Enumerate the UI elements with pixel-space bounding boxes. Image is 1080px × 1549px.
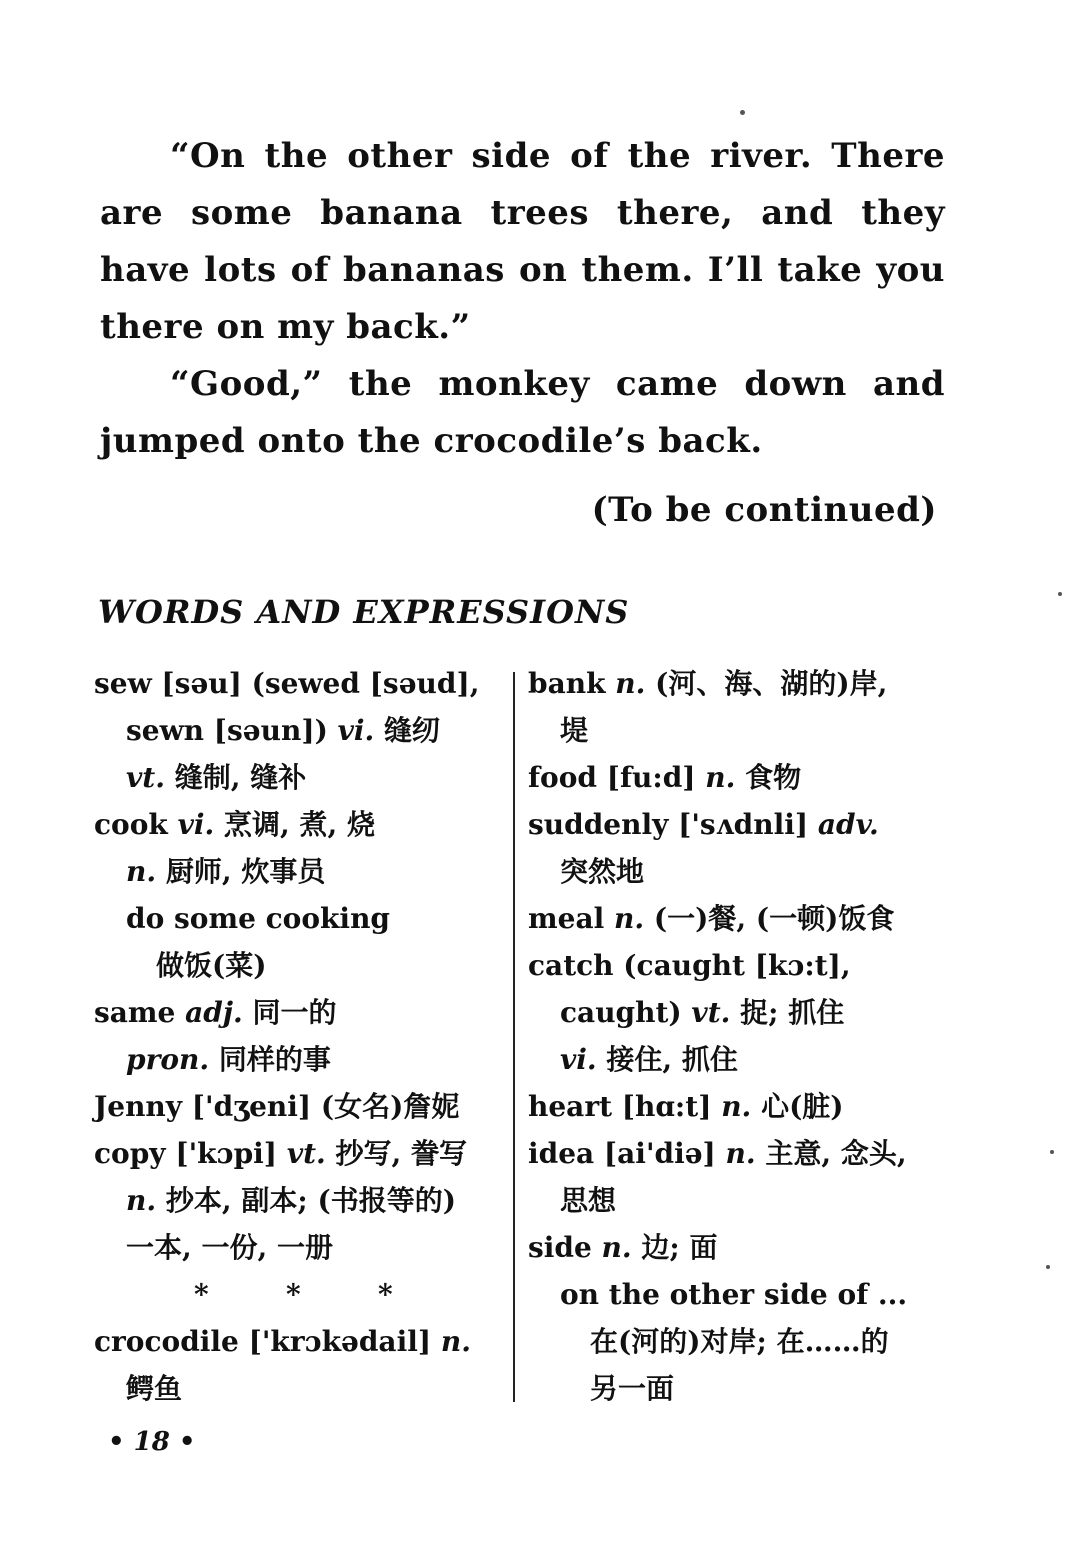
- vocab-line: [94, 1365, 504, 1412]
- vocab-line: [94, 942, 504, 989]
- definition: 缝纫: [383, 714, 440, 747]
- star-mark: *: [194, 1278, 209, 1311]
- headword: sew [səu] (sewed [səud],: [94, 667, 480, 700]
- headword: sewn [səun]): [126, 714, 328, 747]
- definition: 抄本, 副本; (书报等的): [165, 1184, 456, 1217]
- part-of-speech: n.: [613, 902, 645, 935]
- part-of-speech: n.: [126, 1184, 157, 1217]
- vocab-line: [94, 989, 504, 1036]
- definition: 同样的事: [218, 1043, 331, 1076]
- vocab-line: [528, 1177, 958, 1224]
- vocab-line: [94, 1130, 504, 1177]
- vocab-line: [94, 1036, 504, 1083]
- definition: 厨师, 炊事员: [165, 855, 326, 888]
- definition: (河、海、湖的)岸,: [655, 667, 888, 700]
- headword: cook: [94, 808, 168, 841]
- part-of-speech: n.: [126, 855, 157, 888]
- part-of-speech: n.: [615, 667, 646, 700]
- vocab-line: [528, 801, 958, 848]
- to-be-continued: (To be continued): [591, 490, 937, 530]
- vocab-line: [94, 1318, 504, 1365]
- definition: 食物: [745, 761, 802, 794]
- definition: 缝制, 缝补: [174, 761, 307, 794]
- vocab-line: [528, 660, 958, 707]
- vocab-line: [528, 754, 958, 801]
- headword: Jenny ['dʒeni] (女名)詹妮: [94, 1090, 460, 1123]
- story-paragraph-2: “Good,” the monkey came down and jumped onto the crocodile’s back.: [100, 364, 945, 461]
- story-paragraph-1: “On the other side of the river. There are some banana trees there, and they have lots of bananas on them. I’ll take you there on my back.”: [100, 136, 945, 347]
- part-of-speech: n.: [725, 1137, 756, 1170]
- vocab-line: [528, 1130, 958, 1177]
- vocabulary-right-column: [528, 660, 958, 1412]
- vocab-line: [528, 895, 958, 942]
- scan-speck: [740, 110, 745, 115]
- scan-speck: [1058, 592, 1062, 596]
- definition: 捉; 抓住: [740, 996, 845, 1029]
- vocab-line: [528, 707, 958, 754]
- scan-speck: [1050, 1150, 1054, 1154]
- vocab-line: [94, 707, 504, 754]
- headword: do some cooking: [126, 902, 391, 935]
- headword: 鳄鱼: [126, 1372, 183, 1405]
- part-of-speech: vt.: [691, 996, 731, 1029]
- vocab-line: [528, 942, 958, 989]
- vocabulary-left-column: [94, 660, 504, 1412]
- story-text: [100, 128, 945, 539]
- part-of-speech: vi.: [337, 714, 375, 747]
- vocab-line: [528, 1036, 958, 1083]
- part-of-speech: n.: [721, 1090, 752, 1123]
- headword: food [fu:d]: [528, 761, 696, 794]
- part-of-speech: adj.: [185, 996, 243, 1029]
- definition: 边; 面: [641, 1231, 718, 1264]
- headword: same: [94, 996, 176, 1029]
- vocab-line: [528, 1271, 958, 1318]
- headword: meal: [528, 902, 605, 935]
- headword: 一本, 一份, 一册: [126, 1231, 333, 1264]
- headword: 在(河的)对岸; 在……的: [590, 1325, 889, 1358]
- definition: (一)餐, (一顿)饭食: [653, 902, 895, 935]
- headword: 突然地: [560, 855, 645, 888]
- headword: suddenly ['sʌdnli]: [528, 808, 809, 841]
- vocab-line: [94, 1224, 504, 1271]
- vocab-line: [528, 1318, 958, 1365]
- vocab-line: [94, 1177, 504, 1224]
- definition: 烹调, 煮, 烧: [223, 808, 375, 841]
- page-number: • 18 •: [108, 1427, 196, 1457]
- definition: 抄写, 誊写: [335, 1137, 468, 1170]
- vocab-line: [94, 848, 504, 895]
- part-of-speech: vi.: [560, 1043, 597, 1076]
- part-of-speech: pron.: [126, 1043, 210, 1076]
- headword: 堤: [560, 714, 589, 747]
- scan-speck: [1046, 1265, 1050, 1269]
- headword: crocodile ['krɔkədail]: [94, 1325, 432, 1358]
- vocab-line: [528, 1365, 958, 1412]
- definition: 心(脏): [761, 1090, 844, 1123]
- part-of-speech: n.: [705, 761, 736, 794]
- part-of-speech: n.: [440, 1325, 471, 1358]
- star-mark: *: [378, 1278, 393, 1311]
- vocab-line: [94, 754, 504, 801]
- headword: on the other side of ...: [560, 1278, 908, 1311]
- headword: idea [ai'diə]: [528, 1137, 716, 1170]
- headword: 思想: [560, 1184, 617, 1217]
- part-of-speech: vt.: [126, 761, 165, 794]
- separator-stars: [94, 1271, 504, 1318]
- column-divider: [513, 672, 515, 1402]
- part-of-speech: vi.: [177, 808, 215, 841]
- vocab-line: [94, 1083, 504, 1130]
- vocab-line: [528, 848, 958, 895]
- headword: heart [hɑ:t]: [528, 1090, 712, 1123]
- headword: caught): [560, 996, 682, 1029]
- vocab-line: [94, 895, 504, 942]
- vocab-line: [94, 801, 504, 848]
- vocab-line: [528, 989, 958, 1036]
- headword: catch (caught [kɔ:t],: [528, 949, 851, 982]
- part-of-speech: n.: [601, 1231, 632, 1264]
- definition: 同一的: [252, 996, 337, 1029]
- star-mark: *: [286, 1278, 301, 1311]
- headword: copy ['kɔpi]: [94, 1137, 278, 1170]
- part-of-speech: vt.: [286, 1137, 326, 1170]
- definition: 接住, 抓住: [606, 1043, 738, 1076]
- part-of-speech: adv.: [817, 808, 879, 841]
- section-heading: WORDS AND EXPRESSIONS: [98, 593, 630, 631]
- vocab-line: [528, 1083, 958, 1130]
- headword: side: [528, 1231, 592, 1264]
- vocab-line: [528, 1224, 958, 1271]
- headword: bank: [528, 667, 606, 700]
- definition: 主意, 念头,: [765, 1137, 907, 1170]
- headword: 另一面: [590, 1372, 675, 1405]
- headword: 做饭(菜): [156, 949, 267, 982]
- vocab-line: [94, 660, 504, 707]
